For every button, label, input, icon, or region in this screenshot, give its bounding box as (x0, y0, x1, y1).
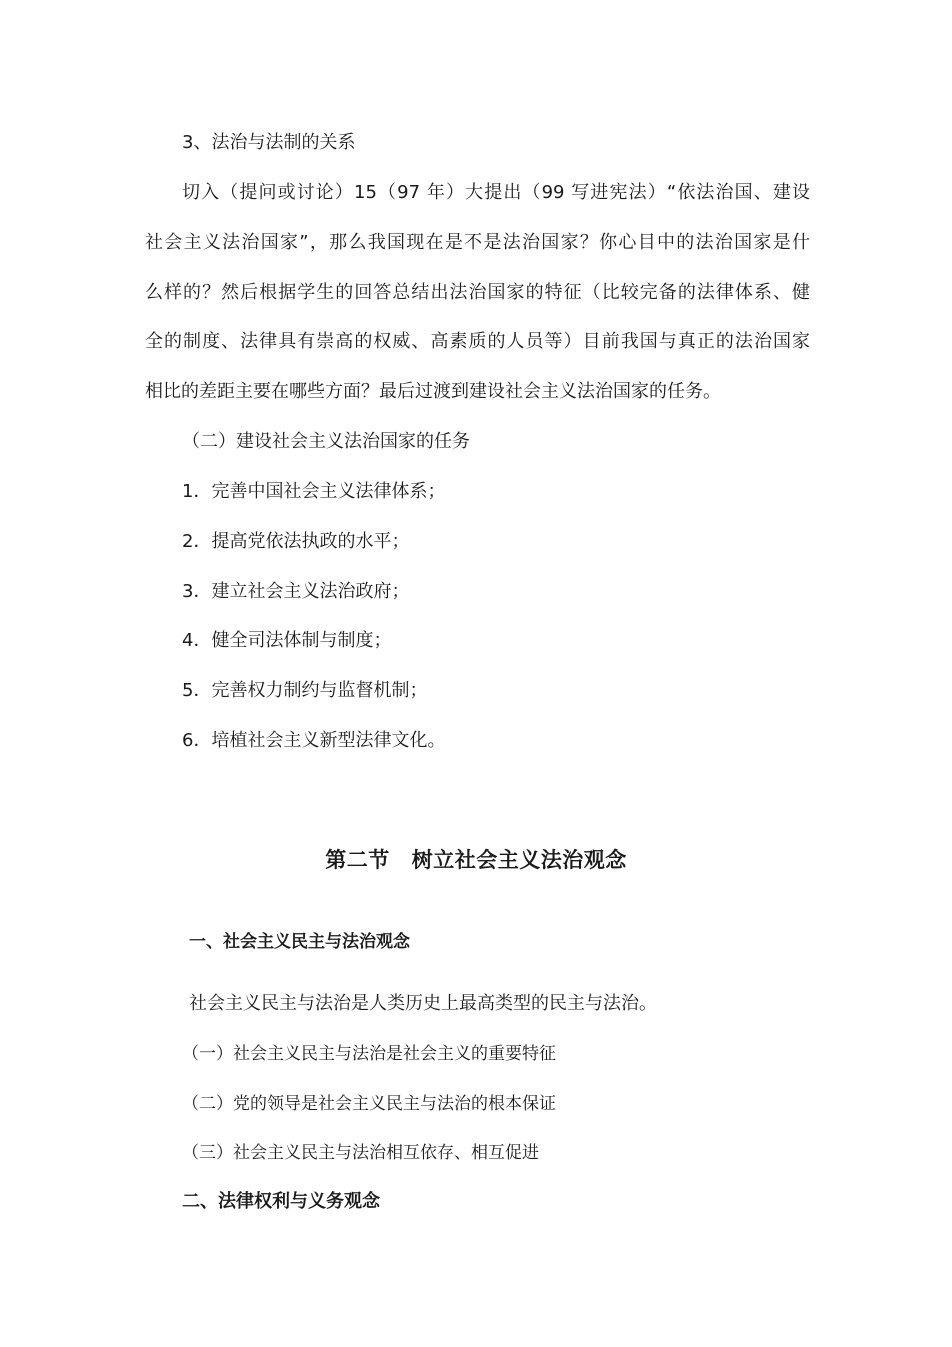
section-number: 第二节 (325, 848, 390, 872)
paragraph-line: 社会主义法治国家”，那么我国现在是不是法治国家？你心目中的法治国家是什 (145, 232, 810, 253)
tasks-heading: （二）建设社会主义法治国家的任务 (182, 431, 470, 452)
paragraph-line: 相比的差距主要在哪些方面？最后过渡到建设社会主义法治国家的任务。 (145, 381, 721, 402)
task-item: 2．提高党依法执政的水平； (182, 531, 410, 552)
section-heading-law-relationship: 3、法治与法制的关系 (182, 132, 356, 153)
task-item: 5．完善权力制约与监督机制； (182, 680, 428, 701)
section-title-text: 树立社会主义法治观念 (411, 848, 627, 872)
task-item: 1．完善中国社会主义法律体系； (182, 481, 446, 502)
part-intro: 社会主义民主与法治是人类历史上最高类型的民主与法治。 (189, 993, 657, 1014)
paragraph-line: 么样的？然后根据学生的回答总结出法治国家的特征（比较完备的法律体系、健 (145, 282, 810, 303)
task-item: 6．培植社会主义新型法律文化。 (182, 730, 446, 751)
paragraph-line: 全的制度、法律具有崇高的权威、高素质的人员等）目前我国与真正的法治国家 (145, 331, 810, 352)
task-item: 3．建立社会主义法治政府； (182, 581, 410, 602)
point-item: （一）社会主义民主与法治是社会主义的重要特征 (182, 1044, 556, 1064)
point-item: （二）党的领导是社会主义民主与法治的根本保证 (182, 1094, 556, 1114)
part-heading: 二、法律权利与义务观念 (182, 1191, 380, 1212)
task-item: 4．健全司法体制与制度； (182, 630, 392, 651)
section-title (0, 846, 952, 874)
part-heading: 一、社会主义民主与法治观念 (189, 932, 410, 952)
paragraph-line: 切入（提问或讨论）15（97 年）大提出（99 写进宪法）“依法治国、建设 (182, 182, 810, 203)
point-item: （三）社会主义民主与法治相互依存、相互促进 (182, 1143, 539, 1163)
